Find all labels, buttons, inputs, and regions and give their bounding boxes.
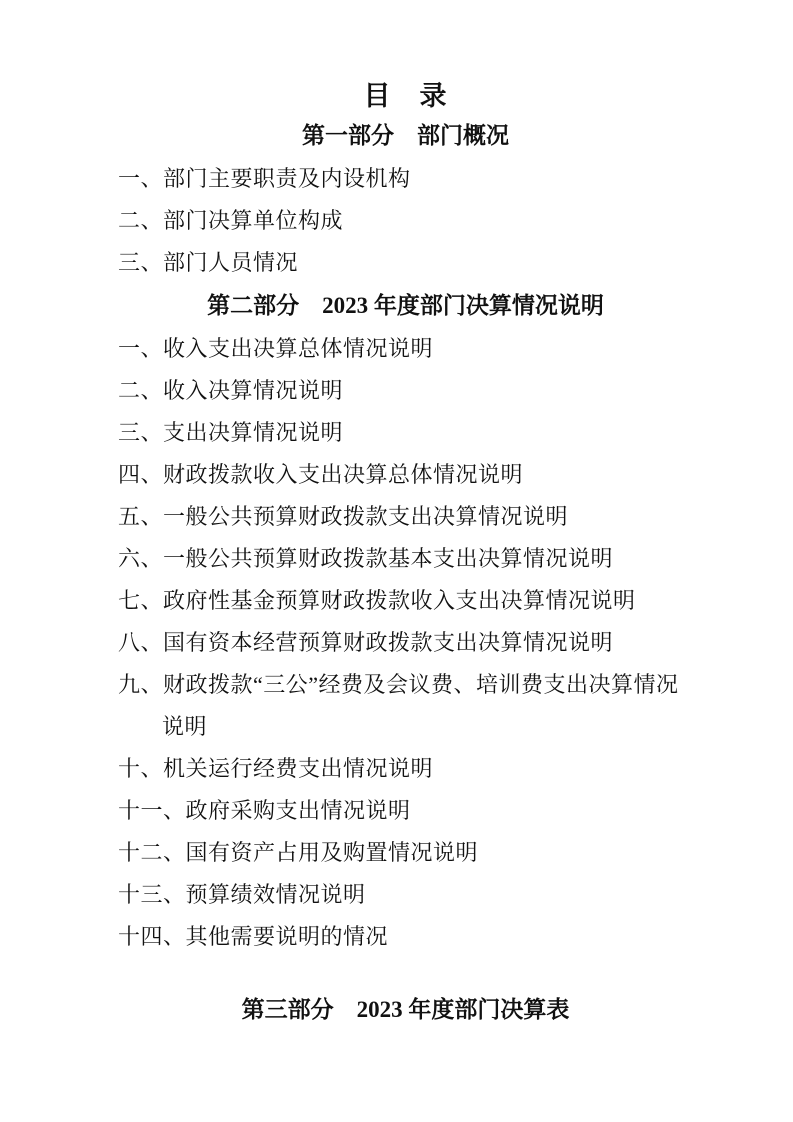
toc-item: 二、收入决算情况说明 (118, 378, 344, 403)
toc-item: 三、支出决算情况说明 (118, 420, 344, 445)
toc-item: 七、政府性基金预算财政拨款收入支出决算情况说明 (118, 588, 636, 613)
part-3-heading: 第三部分 2023 年度部门决算表 (241, 997, 570, 1022)
toc-item: 五、一般公共预算财政拨款支出决算情况说明 (118, 504, 569, 529)
toc-item-continuation: 说明 (162, 714, 208, 739)
toc-item: 九、财政拨款“三公”经费及会议费、培训费支出决算情况 (118, 672, 679, 697)
toc-item: 四、财政拨款收入支出决算总体情况说明 (118, 462, 524, 487)
part-1-heading: 第一部分 部门概况 (302, 123, 509, 148)
part-2-heading: 第二部分 2023 年度部门决算情况说明 (207, 293, 604, 318)
toc-item: 三、部门人员情况 (118, 250, 299, 275)
toc-item: 十二、国有资产占用及购置情况说明 (118, 840, 479, 865)
toc-item: 一、部门主要职责及内设机构 (118, 166, 411, 191)
page-title: 目 录 (363, 81, 448, 111)
toc-item: 一、收入支出决算总体情况说明 (118, 336, 434, 361)
toc-item: 八、国有资本经营预算财政拨款支出决算情况说明 (118, 630, 614, 655)
toc-item: 十、机关运行经费支出情况说明 (118, 756, 434, 781)
toc-item: 十四、其他需要说明的情况 (118, 924, 389, 949)
toc-item: 六、一般公共预算财政拨款基本支出决算情况说明 (118, 546, 614, 571)
toc-item: 十一、政府采购支出情况说明 (118, 798, 411, 823)
toc-item: 二、部门决算单位构成 (118, 208, 344, 233)
toc-item: 十三、预算绩效情况说明 (118, 882, 366, 907)
